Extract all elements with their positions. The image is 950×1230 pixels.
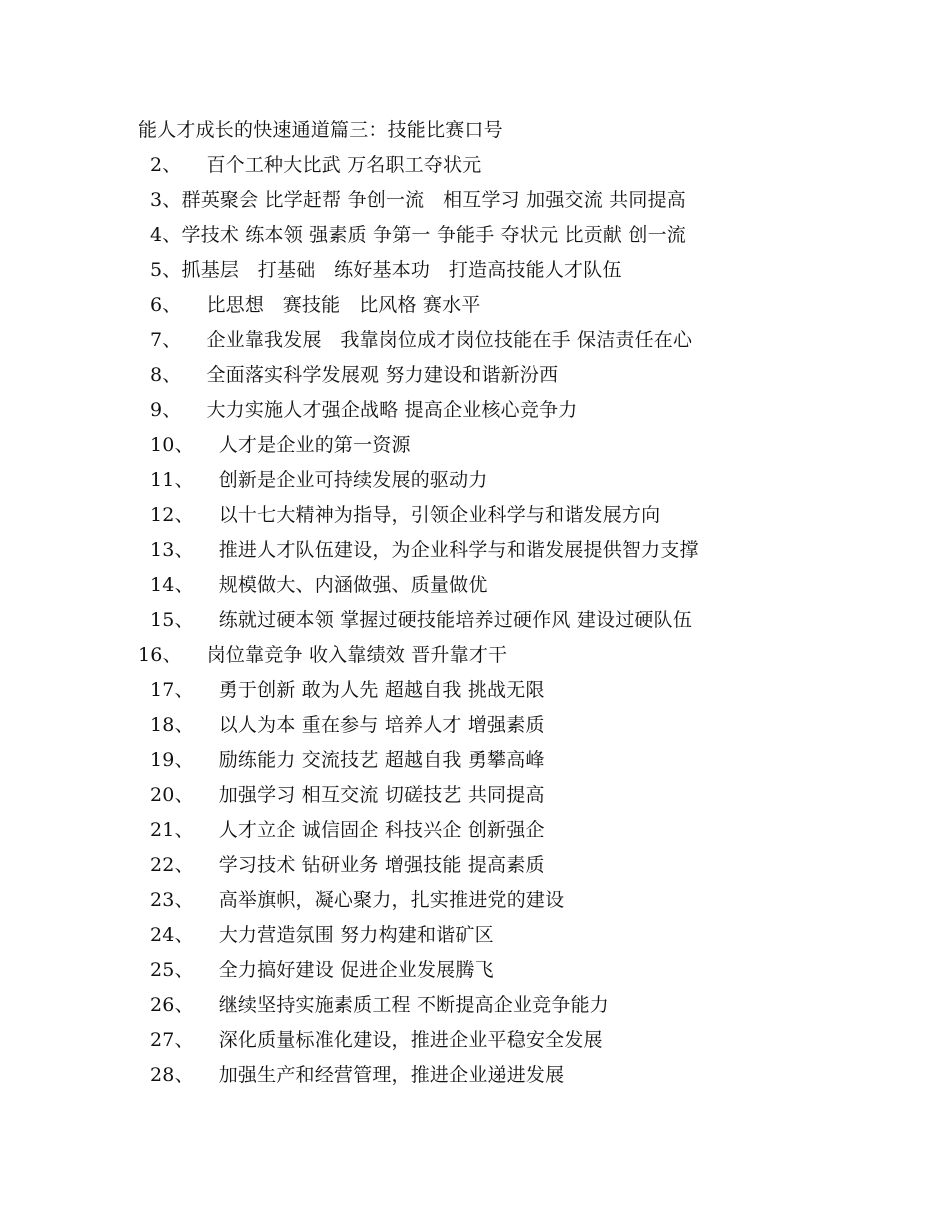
document-line: 4、学技术 练本领 强素质 争第一 争能手 夺状元 比贡献 创一流	[150, 224, 686, 246]
document-line: 5、抓基层 打基础 练好基本功 打造高技能人才队伍	[150, 259, 622, 281]
document-line: 14、 规模做大、内涵做强、质量做优	[150, 574, 488, 596]
document-line: 22、 学习技术 钻研业务 增强技能 提高素质	[150, 854, 545, 876]
document-line: 3、群英聚会 比学赶帮 争创一流 相互学习 加强交流 共同提高	[150, 189, 686, 211]
document-line: 23、 高举旗帜，凝心聚力，扎实推进党的建设	[150, 889, 565, 911]
document-line: 19、 励练能力 交流技艺 超越自我 勇攀高峰	[150, 749, 545, 771]
document-line: 16、 岗位靠竞争 收入靠绩效 晋升靠才干	[138, 644, 508, 666]
document-line: 8、 全面落实科学发展观 努力建设和谐新汾西	[150, 364, 559, 386]
document-line-title: 能人才成长的快速通道篇三：技能比赛口号	[138, 119, 503, 141]
document-line: 12、 以十七大精神为指导，引领企业科学与和谐发展方向	[150, 504, 661, 526]
document-line: 20、 加强学习 相互交流 切磋技艺 共同提高	[150, 784, 545, 806]
document-line: 25、 全力搞好建设 促进企业发展腾飞	[150, 959, 494, 981]
document-line: 9、 大力实施人才强企战略 提高企业核心竞争力	[150, 399, 578, 421]
document-line: 21、 人才立企 诚信固企 科技兴企 创新强企	[150, 819, 545, 841]
document-line: 13、 推进人才队伍建设，为企业科学与和谐发展提供智力支撑	[150, 539, 699, 561]
document-line: 2、 百个工种大比武 万名职工夺状元	[150, 154, 482, 176]
document-line: 7、 企业靠我发展 我靠岗位成才岗位技能在手 保洁责任在心	[150, 329, 693, 351]
document-line: 28、 加强生产和经营管理，推进企业递进发展	[150, 1064, 565, 1086]
document-line: 10、 人才是企业的第一资源	[150, 434, 411, 456]
document-line: 11、 创新是企业可持续发展的驱动力	[150, 469, 488, 491]
document-line: 6、 比思想 赛技能 比风格 赛水平	[150, 294, 481, 316]
document-line: 27、 深化质量标准化建设，推进企业平稳安全发展	[150, 1029, 603, 1051]
document-line: 24、 大力营造氛围 努力构建和谐矿区	[150, 924, 494, 946]
document-line: 15、 练就过硬本领 掌握过硬技能培养过硬作风 建设过硬队伍	[150, 609, 693, 631]
document-line: 26、 继续坚持实施素质工程 不断提高企业竞争能力	[150, 994, 609, 1016]
document-line: 18、 以人为本 重在参与 培养人才 增强素质	[150, 714, 545, 736]
document-line: 17、 勇于创新 敢为人先 超越自我 挑战无限	[150, 679, 545, 701]
